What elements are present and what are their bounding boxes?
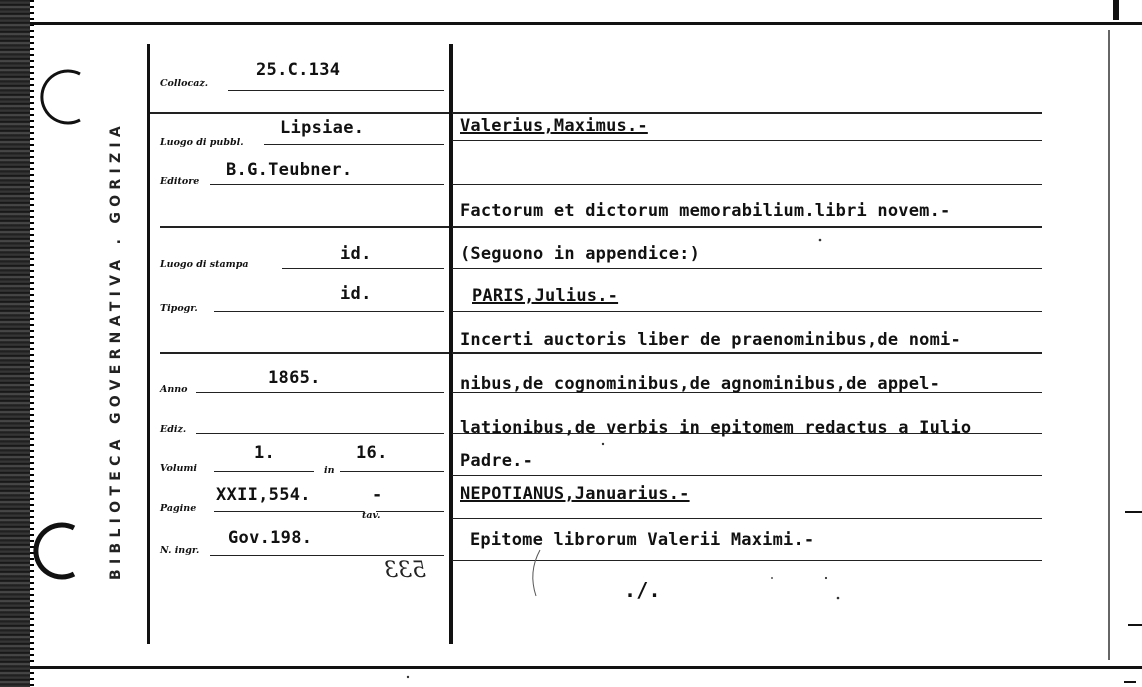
end-mark: ./. xyxy=(624,578,661,602)
handwritten-number: 533 xyxy=(384,558,426,583)
pagine-label: Pagine xyxy=(160,503,197,514)
left-column-border xyxy=(147,44,150,644)
collocazione-label: Collocaz. xyxy=(160,78,209,89)
left-rule xyxy=(196,392,444,393)
title-line: Factorum et dictorum memorabilium.libri novem.- xyxy=(460,201,951,221)
ediz-label: Ediz. xyxy=(160,424,187,435)
right-rule xyxy=(452,184,1042,185)
luogo-pubbl-value: Lipsiae. xyxy=(280,118,365,138)
n-ingr-label: N. ingr. xyxy=(160,545,200,556)
tipogr-label: Tipogr. xyxy=(160,303,198,314)
anno-value: 1865. xyxy=(268,368,321,388)
right-rule xyxy=(452,560,1042,561)
top-border xyxy=(30,22,1142,25)
volumi-in-label: in xyxy=(324,465,335,476)
right-rule xyxy=(452,268,1042,269)
editore-label: Editore xyxy=(160,176,200,187)
volumi-label: Volumi xyxy=(160,463,198,474)
incerti-line-2: nibus,de cognominibus,de agnominibus,de appel- xyxy=(460,374,941,394)
appendix-note: (Seguono in appendice:) xyxy=(460,244,701,264)
right-rule xyxy=(452,475,1042,476)
left-rule xyxy=(214,471,314,472)
pagine-tav-value: - xyxy=(372,485,383,505)
left-rule xyxy=(210,184,444,185)
left-rule xyxy=(340,471,444,472)
column-divider xyxy=(449,44,453,644)
right-edge-line xyxy=(1108,30,1110,660)
incerti-line-3: lationibus,de verbis in epitomem redactus a Iulio xyxy=(460,418,972,438)
luogo-stampa-label: Luogo di stampa xyxy=(160,259,249,270)
punch-hole-top xyxy=(30,66,92,128)
volumi-value: 1. xyxy=(254,443,276,463)
left-rule xyxy=(376,511,444,512)
luogo-stampa-value: id. xyxy=(340,244,372,264)
left-rule xyxy=(210,555,444,556)
editore-value: B.G.Teubner. xyxy=(226,160,353,180)
left-rule xyxy=(264,144,444,145)
left-rule xyxy=(160,226,449,228)
left-rule xyxy=(214,311,444,312)
left-rule xyxy=(150,112,449,114)
right-rule xyxy=(452,226,1042,228)
volumi-in-value: 16. xyxy=(356,443,388,463)
tipogr-value: id. xyxy=(340,284,372,304)
paris-heading: PARIS,Julius.- xyxy=(472,286,619,306)
collocazione-value: 25.C.134 xyxy=(256,60,341,80)
right-rule xyxy=(452,352,1042,354)
left-rule xyxy=(228,90,444,91)
library-stamp-text: BIBLIOTECA GOVERNATIVA . GORIZIA xyxy=(108,120,124,580)
left-rule xyxy=(196,433,444,434)
incerti-line-4: Padre.- xyxy=(460,451,534,471)
scan-edge xyxy=(0,0,30,687)
right-edge-mark xyxy=(1113,0,1119,20)
anno-label: Anno xyxy=(160,384,188,395)
n-ingr-value: Gov.198. xyxy=(228,528,313,548)
left-rule xyxy=(214,511,364,512)
right-rule xyxy=(452,311,1042,312)
right-rule xyxy=(452,140,1042,141)
epitome-line: Epitome librorum Valerii Maximi.- xyxy=(470,530,815,550)
punch-hole-bottom xyxy=(24,520,86,582)
right-rule xyxy=(452,518,1042,519)
nepotianus-heading: NEPOTIANUS,Januarius.- xyxy=(460,484,690,504)
pagine-value: XXII,554. xyxy=(216,485,311,505)
luogo-pubbl-label: Luogo di pubbl. xyxy=(160,137,244,148)
bottom-border xyxy=(30,666,1142,669)
left-rule xyxy=(160,352,449,354)
author-heading: Valerius,Maximus.- xyxy=(460,116,648,136)
pagine-tav-label: tav. xyxy=(362,510,381,521)
right-rule xyxy=(452,112,1042,114)
left-rule xyxy=(282,268,444,269)
incerti-line-1: Incerti auctoris liber de praenominibus,de nomi- xyxy=(460,330,961,350)
